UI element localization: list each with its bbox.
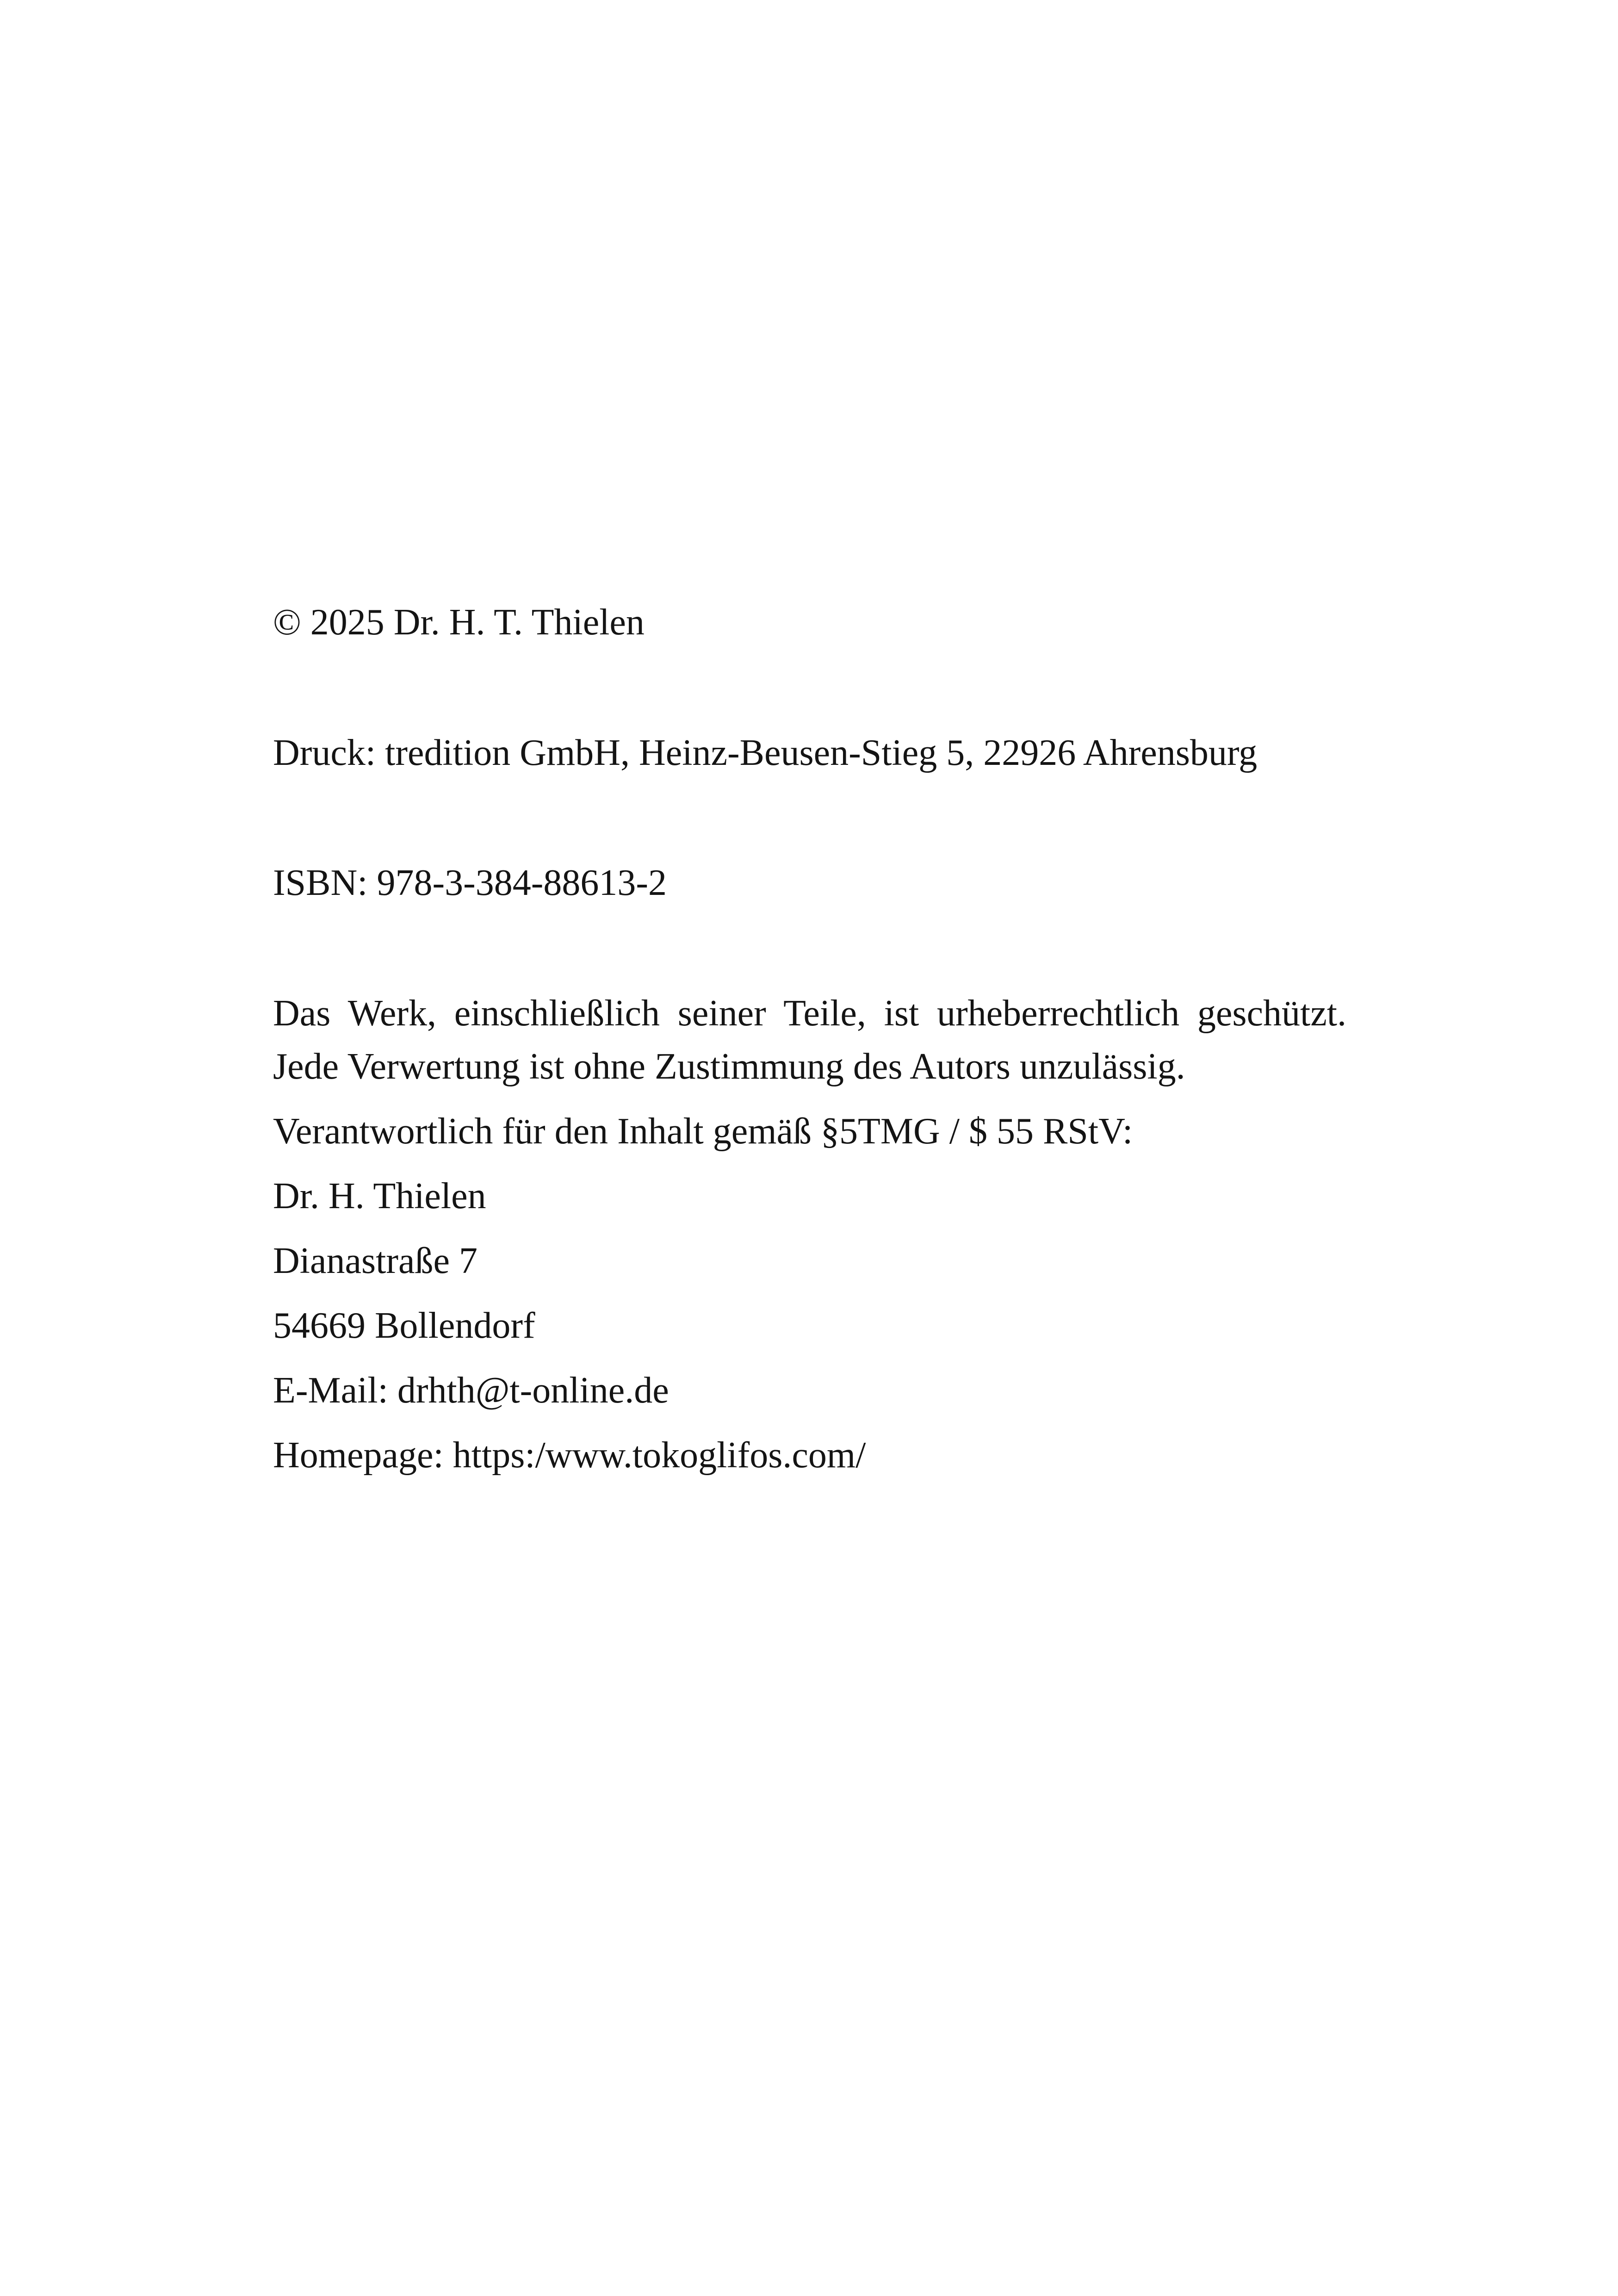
rights-line-1: Das Werk, einschließlich seiner Teile, ist urheberrechtlich geschützt. — [273, 993, 1346, 1034]
isbn-line: ISBN: 978-3-384-88613-2 — [273, 863, 667, 903]
rights-line-2: Jede Verwertung ist ohne Zustimmung des Autors unzulässig. — [273, 1046, 1185, 1087]
homepage-line: Homepage: https:/www.tokoglifos.com/ — [273, 1435, 866, 1476]
responsible-heading: Verantwortlich für den Inhalt gemäß §5TMG / $ 55 RStV: — [273, 1111, 1133, 1152]
address-street: Dianastraße 7 — [273, 1241, 478, 1281]
copyright-line: © 2025 Dr. H. T. Thielen — [273, 602, 645, 643]
responsible-name: Dr. H. Thielen — [273, 1176, 486, 1216]
address-city: 54669 Bollendorf — [273, 1305, 535, 1346]
email-line: E-Mail: drhth@t-online.de — [273, 1370, 669, 1411]
printer-line: Druck: tredition GmbH, Heinz-Beusen-Stieg 5, 22926 Ahrensburg — [273, 732, 1258, 773]
